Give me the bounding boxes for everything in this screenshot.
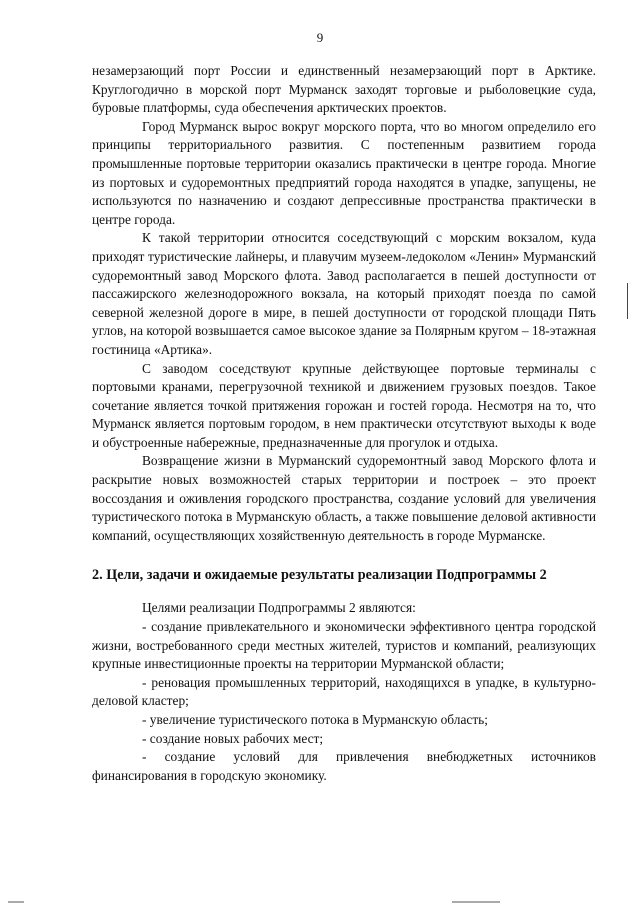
goal-item: - реновация промышленных территорий, находящихся в упадке, в культурно-деловой кластер; <box>92 674 596 709</box>
goal-item: - увеличение туристического потока в Мурманскую область; <box>142 712 489 727</box>
paragraph-continuation: незамерзающий порт России и единственный незамерзающий порт в Арктике. Круглогодично в морской порт Мурманск заходят торговые и рыболовецкие суда, буровые платформы, суда обеспечения арктических проектов. <box>92 63 596 116</box>
paragraph-shipyard: К такой территории относится соседствующий с морским вокзалом, куда приходят туристические лайнеры, и плавучим музеем-ледоколом «Ленин» Мурманский судоремонтный завод Морского флота. Завод располагается в пешей доступности от пассажирского железнодорожного вокзала, на который приходят поезда по самой северной железной дороге в мире, в пешей доступности от городской площади Пять углов, на которой возвышается самое высокое здание за Полярным кругом – 18-этажная гостиница «Артика». <box>92 230 596 357</box>
paragraph-terminals: С заводом соседствуют крупные действующее портовые терминалы с портовыми кранами, перегрузочной техникой и движением грузовых поездов. Такое сочетание является точкой притяжения горожан и гостей города. Несмотря на то, что Мурманск является портовым городом, в нем практически отсутствуют выходы к воде и обустроенные набережные, предназначенные для прогулок и отдыха. <box>92 360 596 450</box>
goal-item: - создание условий для привлечения внебюджетных источников финансирования в городскую экономику. <box>92 749 596 783</box>
scan-edge-mark-left <box>8 901 24 903</box>
page-number: 9 <box>316 30 324 45</box>
paragraph-city-port: Город Мурманск вырос вокруг морского порта, что во многом определило его принципы территориального развития. С постепенным развитием города промышленные портовые территории оказались практически в центре города. Многие из портовых и судоремонтных предприятий города находятся в упадке, запущены, не используются по назначению и создают депрессивные пространства практически в центре города. <box>92 118 596 227</box>
paragraph-revival: Возвращение жизни в Мурманский судоремонтный завод Морского флота и раскрытие новых возможностей старых территории и построек – это проект воссоздания и оживления городского пространства, создание условий для увеличения туристического потока в Мурманскую область, а также повышение деловой активности компаний, осуществляющих хозяйственную деятельность в городе Мурманске. <box>92 453 596 543</box>
goal-item: - создание новых рабочих мест; <box>142 730 324 746</box>
goal-item: - создание привлекательного и экономически эффективного центра городской жизни, востребованного среди местных жителей, туристов и компаний, реализующих крупные инвестиционные проекты на территории Мурманской области; <box>92 619 596 672</box>
scan-margin-mark <box>627 283 628 319</box>
section-heading: 2. Цели, задачи и ожидаемые результаты реализации Подпрограммы 2 <box>92 567 547 584</box>
document-body <box>92 62 596 785</box>
scan-edge-mark-right <box>452 901 500 903</box>
goals-intro: Целями реализации Подпрограммы 2 являются: <box>142 600 416 616</box>
